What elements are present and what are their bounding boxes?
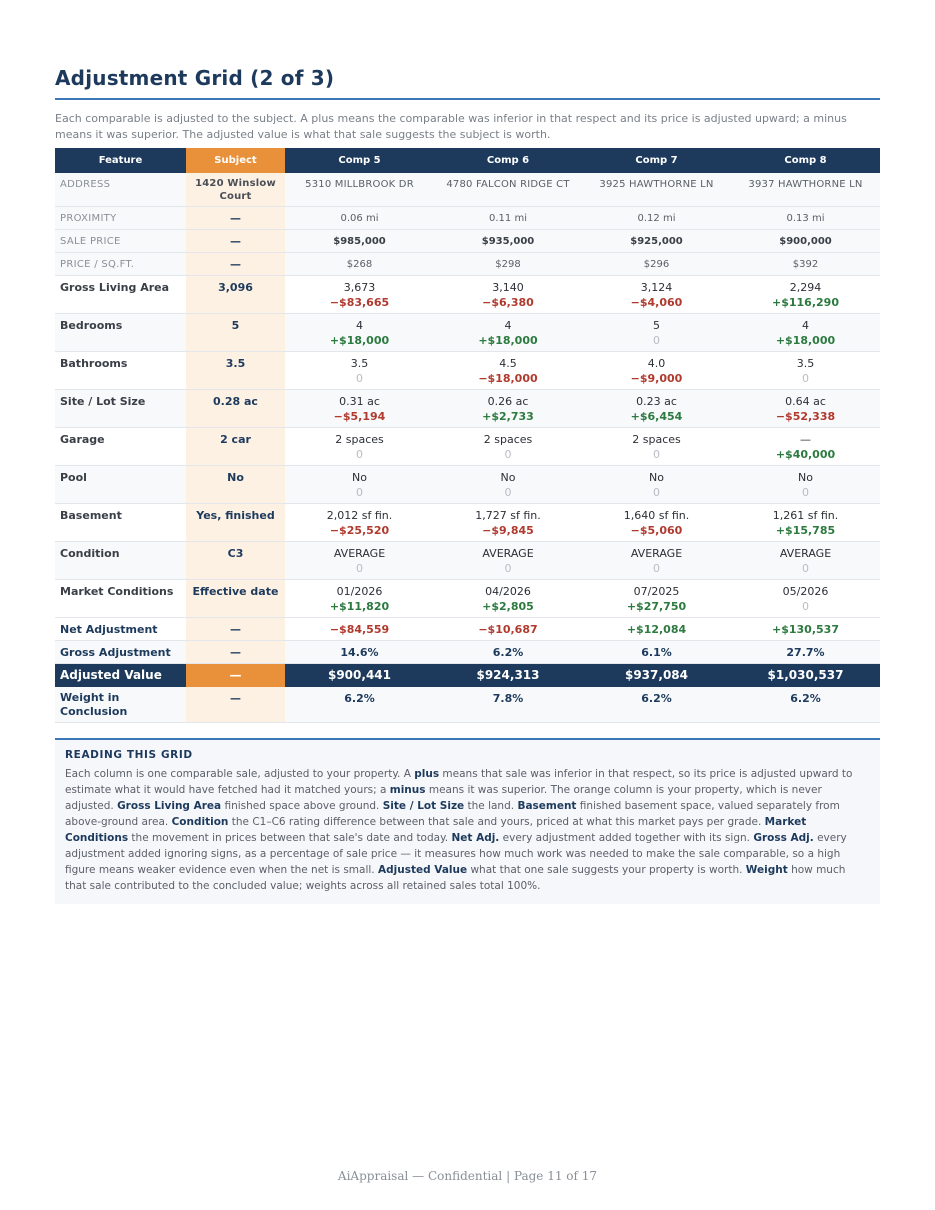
row-sale-price — [55, 230, 880, 253]
comp-address: 4780 FALCON RIDGE CT — [434, 173, 582, 207]
adjustment-amount: 0 — [802, 600, 809, 613]
comp-value: 0.06 mi — [285, 207, 434, 230]
comp-cell — [582, 504, 731, 542]
comp-value: $296 — [582, 253, 731, 276]
subject-value: — — [186, 641, 285, 664]
adjustment-amount: −$5,060 — [630, 524, 683, 537]
row-gla — [55, 276, 880, 314]
adjustment-amount: 0 — [356, 372, 363, 385]
comp-value: 1,261 sf fin. — [772, 509, 839, 522]
comp-cell — [582, 466, 731, 504]
feature-label: Garage — [55, 428, 186, 466]
adjustment-amount: 0 — [356, 448, 363, 461]
adjustment-amount: +$2,805 — [482, 600, 534, 613]
subject-value: 5 — [186, 314, 285, 352]
comp-value: $268 — [285, 253, 434, 276]
adjusted-value: $900,441 — [285, 664, 434, 688]
comp-cell — [731, 428, 880, 466]
comp-cell — [285, 580, 434, 618]
subject-value: — — [186, 230, 285, 253]
feature-label: Net Adjustment — [55, 618, 186, 641]
comp-value: 3.5 — [350, 357, 369, 370]
adjustment-amount: +$15,785 — [775, 524, 836, 537]
comp-value: 0.12 mi — [582, 207, 731, 230]
feature-label: Gross Living Area — [55, 276, 186, 314]
comp-cell — [582, 428, 731, 466]
adjustment-amount: +$18,000 — [478, 334, 538, 347]
feature-label: Condition — [55, 542, 186, 580]
comp-value: 2 spaces — [335, 433, 384, 446]
adjustment-amount: −$52,338 — [775, 410, 836, 423]
row-market — [55, 580, 880, 618]
header-comp: Comp 7 — [582, 148, 731, 173]
adjustment-amount: 0 — [653, 486, 660, 499]
comp-cell — [731, 390, 880, 428]
comp-cell — [582, 580, 731, 618]
comp-value: 0.11 mi — [434, 207, 582, 230]
adjustment-amount: +$27,750 — [626, 600, 687, 613]
adjustment-amount: −$25,520 — [329, 524, 390, 537]
comp-value: 04/2026 — [485, 585, 531, 598]
comp-address: 3925 HAWTHORNE LN — [582, 173, 731, 207]
comp-value: 2,294 — [789, 281, 822, 294]
comp-cell — [434, 542, 582, 580]
subject-value: 3,096 — [186, 276, 285, 314]
subject-value: 2 car — [186, 428, 285, 466]
comp-cell — [285, 428, 434, 466]
comp-cell — [731, 542, 880, 580]
comp-value: 3,124 — [640, 281, 673, 294]
comp-value: 4.5 — [499, 357, 517, 370]
feature-label: Pool — [55, 466, 186, 504]
row-proximity — [55, 207, 880, 230]
adjustment-amount: 0 — [802, 562, 809, 575]
comp-value: 0.64 ac — [785, 395, 826, 408]
row-price-sqft — [55, 253, 880, 276]
comp-cell — [285, 314, 434, 352]
comp-address: 5310 MILLBROOK DR — [285, 173, 434, 207]
comp-cell — [285, 352, 434, 390]
header-row — [55, 148, 880, 173]
row-garage — [55, 428, 880, 466]
comp-value: — — [800, 433, 811, 446]
comp-cell — [285, 466, 434, 504]
comp-value: $392 — [731, 253, 880, 276]
weight-value: 7.8% — [434, 687, 582, 723]
adjustment-amount: −$9,845 — [482, 524, 534, 537]
comp-cell — [434, 390, 582, 428]
header-subject: Subject — [186, 148, 285, 173]
subject-value: Effective date — [186, 580, 285, 618]
adjustment-amount: 0 — [653, 448, 660, 461]
comp-cell — [582, 542, 731, 580]
comp-value: 2 spaces — [632, 433, 681, 446]
feature-label: Site / Lot Size — [55, 390, 186, 428]
comp-value: No — [798, 471, 813, 484]
gross-adjustment-value: 6.1% — [582, 641, 731, 664]
comp-cell — [434, 276, 582, 314]
comp-value: 2 spaces — [483, 433, 533, 446]
comp-value: 4 — [802, 319, 809, 332]
comp-cell — [434, 428, 582, 466]
net-adjustment-value: +$12,084 — [582, 618, 731, 641]
subject-value: C3 — [186, 542, 285, 580]
comp-value: $985,000 — [285, 230, 434, 253]
comp-cell — [434, 504, 582, 542]
comp-value: No — [649, 471, 664, 484]
adjustment-amount: 0 — [504, 486, 512, 499]
comp-cell — [731, 352, 880, 390]
header-comp: Comp 5 — [285, 148, 434, 173]
adjustment-amount: +$11,820 — [329, 600, 390, 613]
feature-label: SALE PRICE — [55, 230, 186, 253]
adjustment-amount: 0 — [653, 562, 660, 575]
comp-value: 0.26 ac — [487, 395, 529, 408]
adjustment-amount: +$6,454 — [630, 410, 683, 423]
row-adjusted-value — [55, 664, 880, 688]
comp-cell — [582, 390, 731, 428]
header-feature: Feature — [55, 148, 186, 173]
subject-value: — — [186, 618, 285, 641]
comp-value: 1,727 sf fin. — [475, 509, 541, 522]
comp-cell — [285, 542, 434, 580]
adjustment-amount: −$6,380 — [482, 296, 534, 309]
feature-label: Basement — [55, 504, 186, 542]
feature-label: Market Conditions — [55, 580, 186, 618]
comp-cell — [434, 580, 582, 618]
gross-adjustment-value: 6.2% — [434, 641, 582, 664]
weight-value: 6.2% — [582, 687, 731, 723]
comp-cell — [285, 504, 434, 542]
comp-value: 4 — [356, 319, 363, 332]
weight-value: 6.2% — [285, 687, 434, 723]
feature-label: PROXIMITY — [55, 207, 186, 230]
adjustment-amount: 0 — [356, 486, 363, 499]
comp-value: 4.0 — [647, 357, 666, 370]
comp-cell — [731, 466, 880, 504]
adjusted-value: $924,313 — [434, 664, 582, 688]
comp-value: 2,012 sf fin. — [326, 509, 393, 522]
subject-value: Yes, finished — [186, 504, 285, 542]
comp-cell — [731, 276, 880, 314]
comp-value: $925,000 — [582, 230, 731, 253]
adjustment-amount: 0 — [504, 448, 512, 461]
net-adjustment-value: −$10,687 — [434, 618, 582, 641]
row-address — [55, 173, 880, 207]
feature-label: Weight in Conclusion — [55, 687, 186, 723]
title-rule — [55, 98, 880, 100]
comp-value: 0.13 mi — [731, 207, 880, 230]
comp-cell — [285, 390, 434, 428]
gross-adjustment-value: 27.7% — [731, 641, 880, 664]
adjustment-amount: +$18,000 — [775, 334, 836, 347]
adjustment-amount: 0 — [802, 486, 809, 499]
adjustment-amount: 0 — [504, 562, 512, 575]
comp-cell — [434, 352, 582, 390]
adjustment-amount: −$4,060 — [630, 296, 683, 309]
comp-value: 01/2026 — [336, 585, 383, 598]
row-condition — [55, 542, 880, 580]
reading-text: Each column is one comparable sale, adjusted to your property. A plus means that sale was inferior in that respect, so its price is adjusted upward to estimate what it would have fetched had it matched yours; a minus means it was superior. The orange column is your property, which is never adjusted. Gross Living Area finished space above ground. Site / Lot Size the land. Basement finished basement space, valued separately from above-ground area. Condition the C1–C6 rating difference between that sale and yours, priced at what this market pays per grade. Market Conditions the movement in prices between that sale's date and today. Net Adj. every adjustment added together with its sign. Gross Adj. every adjustment added ignoring signs, as a percentage of sale price — it measures how much work was needed to make the sale comparable, so a high figure means weaker evidence even when the net is small. Adjusted Value what that one sale suggests your property is worth. Weight how much that sale contributed to the concluded value; weights across all retained sales total 100%. — [65, 768, 853, 892]
adjustment-amount: +$2,733 — [482, 410, 534, 423]
comp-value: 3.5 — [796, 357, 815, 370]
comp-value: $298 — [434, 253, 582, 276]
subject-value: — — [186, 687, 285, 723]
comp-value: 1,640 sf fin. — [623, 509, 690, 522]
comp-value: 5 — [653, 319, 660, 332]
adjustment-amount: 0 — [356, 562, 363, 575]
comp-value: $935,000 — [434, 230, 582, 253]
weight-value: 6.2% — [731, 687, 880, 723]
subject-value: No — [186, 466, 285, 504]
comp-value: No — [500, 471, 516, 484]
reading-this-grid-panel — [55, 738, 880, 904]
comp-value: $900,000 — [731, 230, 880, 253]
comp-cell — [434, 466, 582, 504]
adjustment-amount: +$116,290 — [772, 296, 839, 309]
comp-value: 0.31 ac — [339, 395, 380, 408]
row-site — [55, 390, 880, 428]
comp-value: No — [352, 471, 367, 484]
row-weight — [55, 687, 880, 723]
feature-label: Bathrooms — [55, 352, 186, 390]
feature-label: Adjusted Value — [55, 664, 186, 688]
comp-cell — [582, 314, 731, 352]
feature-label: PRICE / SQ.FT. — [55, 253, 186, 276]
row-bathrooms — [55, 352, 880, 390]
comp-cell — [731, 314, 880, 352]
comp-value: 4 — [504, 319, 512, 332]
row-bedrooms — [55, 314, 880, 352]
comp-value: 3,673 — [343, 281, 376, 294]
reading-heading: READING THIS GRID — [65, 749, 193, 761]
comp-cell — [582, 276, 731, 314]
intro-text: Each comparable is adjusted to the subject. A plus means the comparable was inferior in that respect and its price is adjusted upward; a minus means it was superior. The adjusted value is what that sale suggests the subject is worth. — [55, 112, 847, 141]
header-comp: Comp 6 — [434, 148, 582, 173]
subject-address: 1420 Winslow Court — [186, 173, 285, 207]
feature-label: ADDRESS — [55, 173, 186, 207]
feature-label: Gross Adjustment — [55, 641, 186, 664]
comp-value: AVERAGE — [482, 547, 534, 560]
comp-cell — [434, 314, 582, 352]
page-footer: AiAppraisal — Confidential | Page 11 of 17 — [337, 1169, 598, 1183]
row-net-adjustment — [55, 618, 880, 641]
subject-value: — — [186, 253, 285, 276]
comp-value: 0.23 ac — [636, 395, 677, 408]
adjustment-amount: +$40,000 — [775, 448, 836, 461]
subject-value: — — [186, 207, 285, 230]
row-gross-adjustment — [55, 641, 880, 664]
comp-value: 07/2025 — [633, 585, 680, 598]
net-adjustment-value: −$84,559 — [285, 618, 434, 641]
adjustment-amount: −$5,194 — [333, 410, 386, 423]
comp-cell — [731, 504, 880, 542]
adjustment-amount: −$83,665 — [329, 296, 390, 309]
subject-value: 3.5 — [186, 352, 285, 390]
adjustment-amount: −$18,000 — [478, 372, 538, 385]
adjustment-amount: 0 — [802, 372, 809, 385]
feature-label: Bedrooms — [55, 314, 186, 352]
adjusted-value: $937,084 — [582, 664, 731, 688]
subject-value: — — [186, 664, 285, 688]
row-pool — [55, 466, 880, 504]
net-adjustment-value: +$130,537 — [731, 618, 880, 641]
row-basement — [55, 504, 880, 542]
comp-value: AVERAGE — [333, 547, 386, 560]
comp-address: 3937 HAWTHORNE LN — [731, 173, 880, 207]
adjustment-amount: −$9,000 — [630, 372, 683, 385]
comp-value: 3,140 — [492, 281, 524, 294]
adjustment-grid-table — [55, 148, 880, 723]
adjustment-amount: +$18,000 — [329, 334, 390, 347]
adjusted-value: $1,030,537 — [731, 664, 880, 688]
comp-cell — [731, 580, 880, 618]
comp-cell — [285, 276, 434, 314]
gross-adjustment-value: 14.6% — [285, 641, 434, 664]
comp-value: 05/2026 — [782, 585, 829, 598]
comp-cell — [582, 352, 731, 390]
adjustment-amount: 0 — [653, 334, 660, 347]
subject-value: 0.28 ac — [186, 390, 285, 428]
comp-value: AVERAGE — [630, 547, 683, 560]
header-comp: Comp 8 — [731, 148, 880, 173]
comp-value: AVERAGE — [779, 547, 832, 560]
page-title: Adjustment Grid (2 of 3) — [55, 66, 335, 90]
